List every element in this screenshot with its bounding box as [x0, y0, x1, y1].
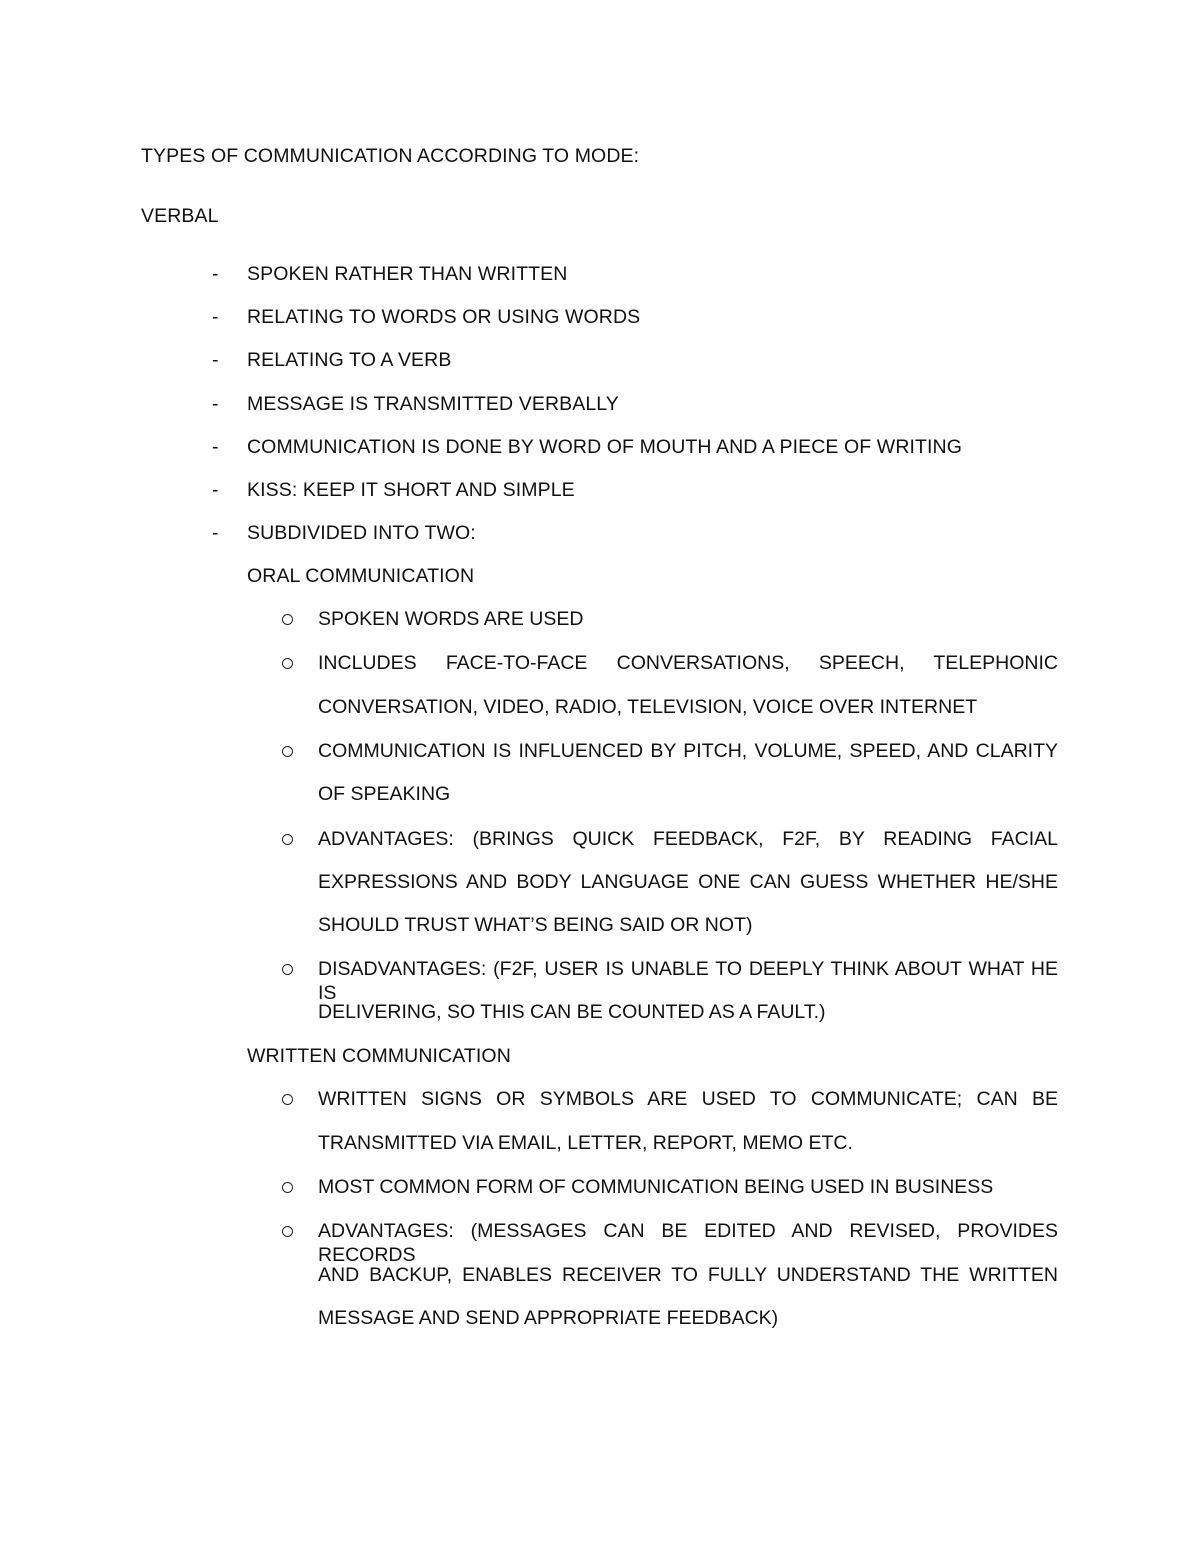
circle-bullet-icon: [282, 658, 293, 669]
verbal-point: SPOKEN RATHER THAN WRITTEN: [247, 263, 568, 285]
oral-point-line: DELIVERING, SO THIS CAN BE COUNTED AS A FAULT.): [318, 1001, 826, 1023]
dash-marker: -: [212, 522, 219, 544]
verbal-point: SUBDIVIDED INTO TWO:: [247, 522, 476, 544]
verbal-point: COMMUNICATION IS DONE BY WORD OF MOUTH AND A PIECE OF WRITING: [247, 436, 962, 458]
written-point-line: TRANSMITTED VIA EMAIL, LETTER, REPORT, MEMO ETC.: [318, 1132, 853, 1154]
circle-bullet-icon: [282, 1182, 293, 1193]
circle-bullet-icon: [282, 834, 293, 845]
dash-marker: -: [212, 436, 219, 458]
oral-point-line: CONVERSATION, VIDEO, RADIO, TELEVISION, VOICE OVER INTERNET: [318, 696, 978, 718]
oral-point-line: DISADVANTAGES: (F2F, USER IS UNABLE TO DEEPLY THINK ABOUT WHAT HE IS: [318, 958, 1058, 1004]
section-heading-verbal: VERBAL: [141, 205, 219, 227]
oral-point-line: ADVANTAGES: (BRINGS QUICK FEEDBACK, F2F, BY READING FACIAL: [318, 828, 1058, 850]
oral-point-line: EXPRESSIONS AND BODY LANGUAGE ONE CAN GUESS WHETHER HE/SHE: [318, 871, 1058, 893]
circle-bullet-icon: [282, 964, 293, 975]
dash-marker: -: [212, 306, 219, 328]
dash-marker: -: [212, 263, 219, 285]
oral-point-line: SPOKEN WORDS ARE USED: [318, 608, 584, 630]
verbal-point: MESSAGE IS TRANSMITTED VERBALLY: [247, 393, 619, 415]
verbal-point: RELATING TO WORDS OR USING WORDS: [247, 306, 641, 328]
dash-marker: -: [212, 349, 219, 371]
oral-communication-heading: ORAL COMMUNICATION: [247, 565, 475, 587]
oral-point-line: INCLUDES FACE-TO-FACE CONVERSATIONS, SPEECH, TELEPHONIC: [318, 652, 1058, 674]
dash-marker: -: [212, 393, 219, 415]
written-point-line: WRITTEN SIGNS OR SYMBOLS ARE USED TO COMMUNICATE; CAN BE: [318, 1088, 1058, 1110]
verbal-point: KISS: KEEP IT SHORT AND SIMPLE: [247, 479, 575, 501]
oral-point-line: COMMUNICATION IS INFLUENCED BY PITCH, VOLUME, SPEED, AND CLARITY: [318, 740, 1058, 762]
written-point-line: MOST COMMON FORM OF COMMUNICATION BEING USED IN BUSINESS: [318, 1176, 994, 1198]
oral-point-line: SHOULD TRUST WHAT’S BEING SAID OR NOT): [318, 914, 753, 936]
circle-bullet-icon: [282, 1226, 293, 1237]
circle-bullet-icon: [282, 614, 293, 625]
written-point-line: AND BACKUP, ENABLES RECEIVER TO FULLY UNDERSTAND THE WRITTEN: [318, 1264, 1058, 1286]
written-point-line: ADVANTAGES: (MESSAGES CAN BE EDITED AND REVISED, PROVIDES RECORDS: [318, 1220, 1058, 1266]
dash-marker: -: [212, 479, 219, 501]
verbal-point: RELATING TO A VERB: [247, 349, 452, 371]
written-point-line: MESSAGE AND SEND APPROPRIATE FEEDBACK): [318, 1307, 779, 1329]
oral-point-line: OF SPEAKING: [318, 783, 451, 805]
written-communication-heading: WRITTEN COMMUNICATION: [247, 1045, 511, 1067]
document-title: TYPES OF COMMUNICATION ACCORDING TO MODE:: [141, 145, 640, 167]
circle-bullet-icon: [282, 746, 293, 757]
circle-bullet-icon: [282, 1094, 293, 1105]
